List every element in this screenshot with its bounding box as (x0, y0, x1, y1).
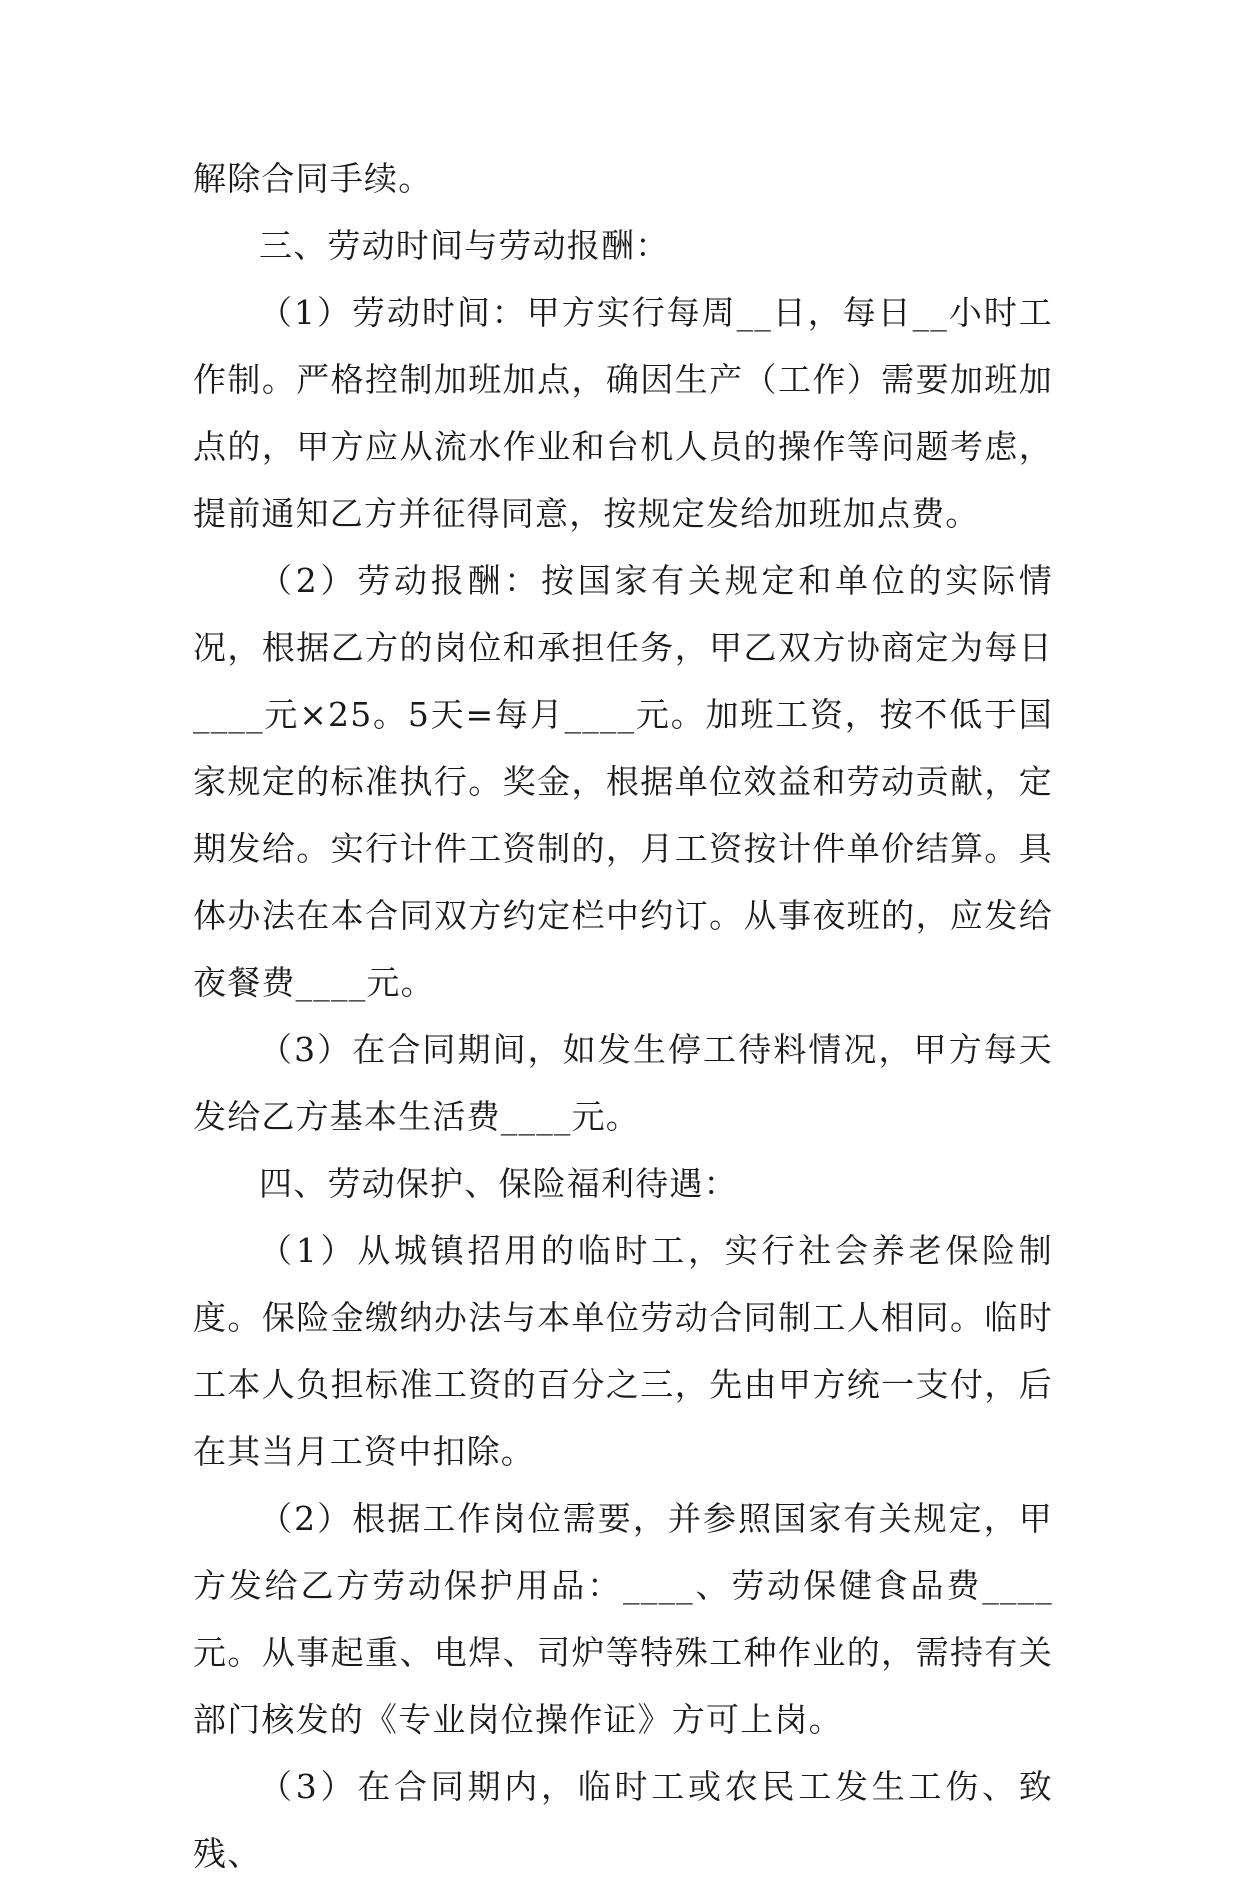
contract-body (193, 145, 1053, 1887)
paragraph-pension-insurance: （1）从城镇招用的临时工，实行社会养老保险制度。保险金缴纳办法与本单位劳动合同制工人相同。临时工本人负担标准工资的百分之三，先由甲方统一支付，后在其当月工资中扣除。 (193, 1231, 1053, 1471)
paragraph-protective-equipment: （2）根据工作岗位需要，并参照国家有关规定，甲方发给乙方劳动保护用品：____、劳动保健食品费____元。从事起重、电焊、司炉等特殊工种作业的，需持有关部门核发的《专业岗位操作证》方可上岗。 (193, 1499, 1053, 1739)
section-heading-working-time-and-pay: 三、劳动时间与劳动报酬： (259, 226, 670, 265)
paragraph-remuneration: （2）劳动报酬：按国家有关规定和单位的实际情况，根据乙方的岗位和承担任务，甲乙双方协商定为每日____元×25。5天=每月____元。加班工资，按不低于国家规定的标准执行。奖金，根据单位效益和劳动贡献，定期发给。实行计件工资制的，月工资按计件单价结算。具体办法在本合同双方约定栏中约订。从事夜班的，应发给夜餐费____元。 (193, 561, 1053, 1002)
section-heading-protection-and-insurance: 四、劳动保护、保险福利待遇： (259, 1164, 738, 1203)
paragraph-work-injury: （3）在合同期内，临时工或农民工发生工伤、致残、 (193, 1767, 1053, 1873)
paragraph-working-hours: （1）劳动时间：甲方实行每周__日，每日__小时工作制。严格控制加班加点，确因生产（工作）需要加班加点的，甲方应从流水作业和台机人员的操作等问题考虑，提前通知乙方并征得同意，按规定发给加班加点费。 (193, 293, 1053, 533)
paragraph-termination-continuation: 解除合同手续。 (193, 159, 433, 198)
paragraph-work-stoppage-allowance: （3）在合同期间，如发生停工待料情况，甲方每天发给乙方基本生活费____元。 (193, 1030, 1053, 1136)
